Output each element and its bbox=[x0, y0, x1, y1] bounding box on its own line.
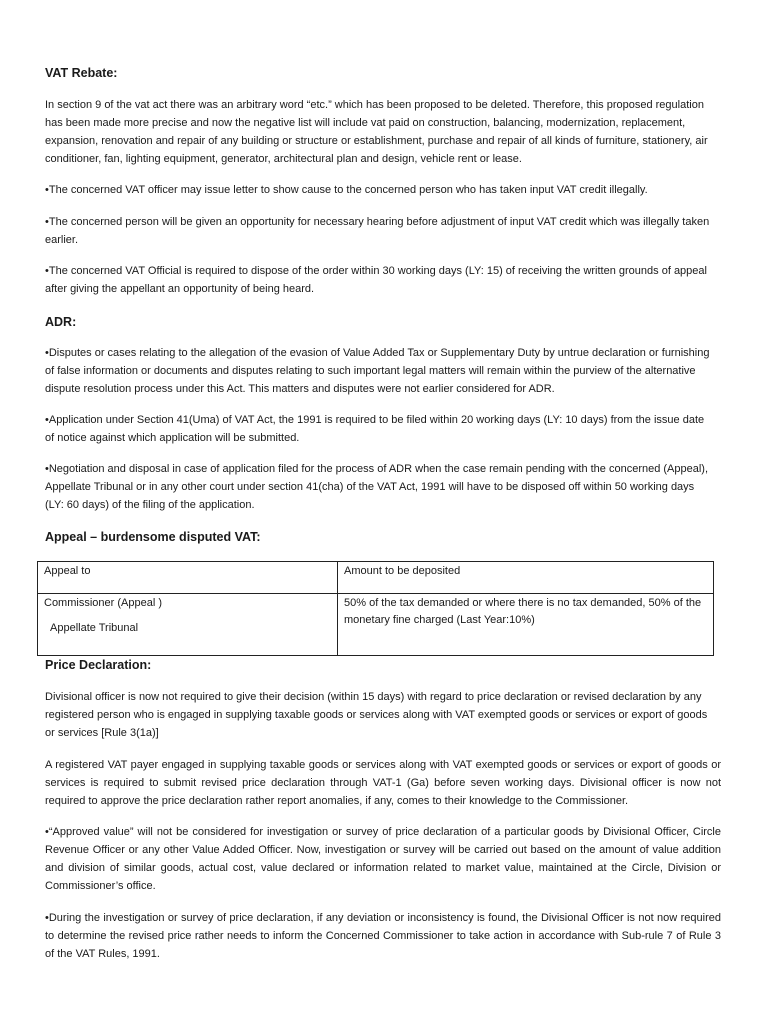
vat-rebate-bullet: •The concerned person will be given an opportunity for necessary hearing before adjustment of input VAT credit which was illegally taken earlier. bbox=[45, 216, 710, 246]
adr-heading: ADR: bbox=[45, 315, 77, 329]
appeal-table bbox=[37, 561, 714, 656]
header-appeal-to: Appeal to bbox=[38, 562, 338, 594]
vat-rebate-bullet: •The concerned VAT Official is required to dispose of the order within 30 working days (LY: 15) of receiving the written grounds of appeal after giving the appellant an opportunity of being heard. bbox=[45, 265, 707, 295]
vat-rebate-bullet: •The concerned VAT officer may issue letter to show cause to the concerned person who has taken input VAT credit illegally. bbox=[45, 184, 648, 196]
appeal-to-commissioner: Commissioner (Appeal ) bbox=[44, 597, 162, 609]
table-row bbox=[38, 594, 714, 656]
table-header-row bbox=[38, 562, 714, 594]
cell-amount-deposited: 50% of the tax demanded or where there is no tax demanded, 50% of the monetary fine charged (Last Year:10%) bbox=[338, 594, 714, 656]
adr-bullet: •Application under Section 41(Uma) of VAT Act, the 1991 is required to be filed within 20 working days (LY: 10 days) from the issue date of notice against which application will be submitted. bbox=[45, 414, 705, 444]
price-declaration-bullet: •During the investigation or survey of price declaration, if any deviation or inconsistency is found, the Divisional Officer is not now required to determine the revised price rather needs to inform the Concerned Commissioner to take action in accordance with Sub-rule 7 of Rule 3 of the VAT Rules, 1991. bbox=[45, 912, 721, 960]
appeal-to-tribunal: Appellate Tribunal bbox=[50, 622, 139, 634]
price-declaration-heading: Price Declaration: bbox=[45, 658, 152, 672]
price-declaration-bullet: •“Approved value” will not be considered for investigation or survey of price declaration of a particular goods by Divisional Officer, Circle Revenue Officer or any other Value Added Officer. Now, investigation or survey will be carried out based on the amount of value addition and division of similar goods, actual cost, value declared or information related to market value, maintained at the Circle, Division or Commissioner’s office. bbox=[45, 826, 721, 892]
vat-rebate-heading: VAT Rebate: bbox=[45, 66, 118, 80]
price-declaration-paragraph: A registered VAT payer engaged in supplying taxable goods or services along with VAT exempted goods or services or export of goods or services is required to submit revised price declaration through VAT-1 (Ga) before seven working days. Divisional officer is now not required to approve the price declaration rather report anomalies, if any, comes to their knowledge to the Commissioner. bbox=[45, 759, 721, 807]
price-declaration-paragraph: Divisional officer is now not required to give their decision (within 15 days) with regard to price declaration or revised declaration by any registered person who is engaged in supplying taxable goods or services along with VAT exempted goods or services or export of goods or services [Rule 3(1a)] bbox=[45, 691, 708, 739]
cell-appeal-to bbox=[38, 594, 338, 656]
adr-bullet: •Disputes or cases relating to the allegation of the evasion of Value Added Tax or Supplementary Duty by untrue declaration or furnishing of false information or documents and disputes relating to such important legal matters will remain within the purview of the alternative dispute resolution process under this Act. This matters and disputes were not earlier considered for ADR. bbox=[45, 347, 710, 395]
header-amount-deposited: Amount to be deposited bbox=[338, 562, 714, 594]
adr-bullet: •Negotiation and disposal in case of application filed for the process of ADR when the case remain pending with the concerned (Appeal), Appellate Tribunal or in any other court under section 41(cha) of the VAT Act, 1991 will have to be disposed off within 50 working days (LY: 60 days) of the filing of the application. bbox=[45, 463, 709, 511]
vat-rebate-paragraph: In section 9 of the vat act there was an arbitrary word “etc.” which has been proposed to be deleted. Therefore, this proposed regulation has been made more precise and now the negative list will include vat paid on construction, balancing, modernization, replacement, expansion, renovation and repair of any building or structure or establishment, purchase and repair of all kinds of furniture, stationery, air conditioner, fan, lighting equipment, generator, architectural plan and design, vehicle rent or lease. bbox=[45, 99, 708, 165]
appeal-heading: Appeal – burdensome disputed VAT: bbox=[45, 530, 261, 544]
